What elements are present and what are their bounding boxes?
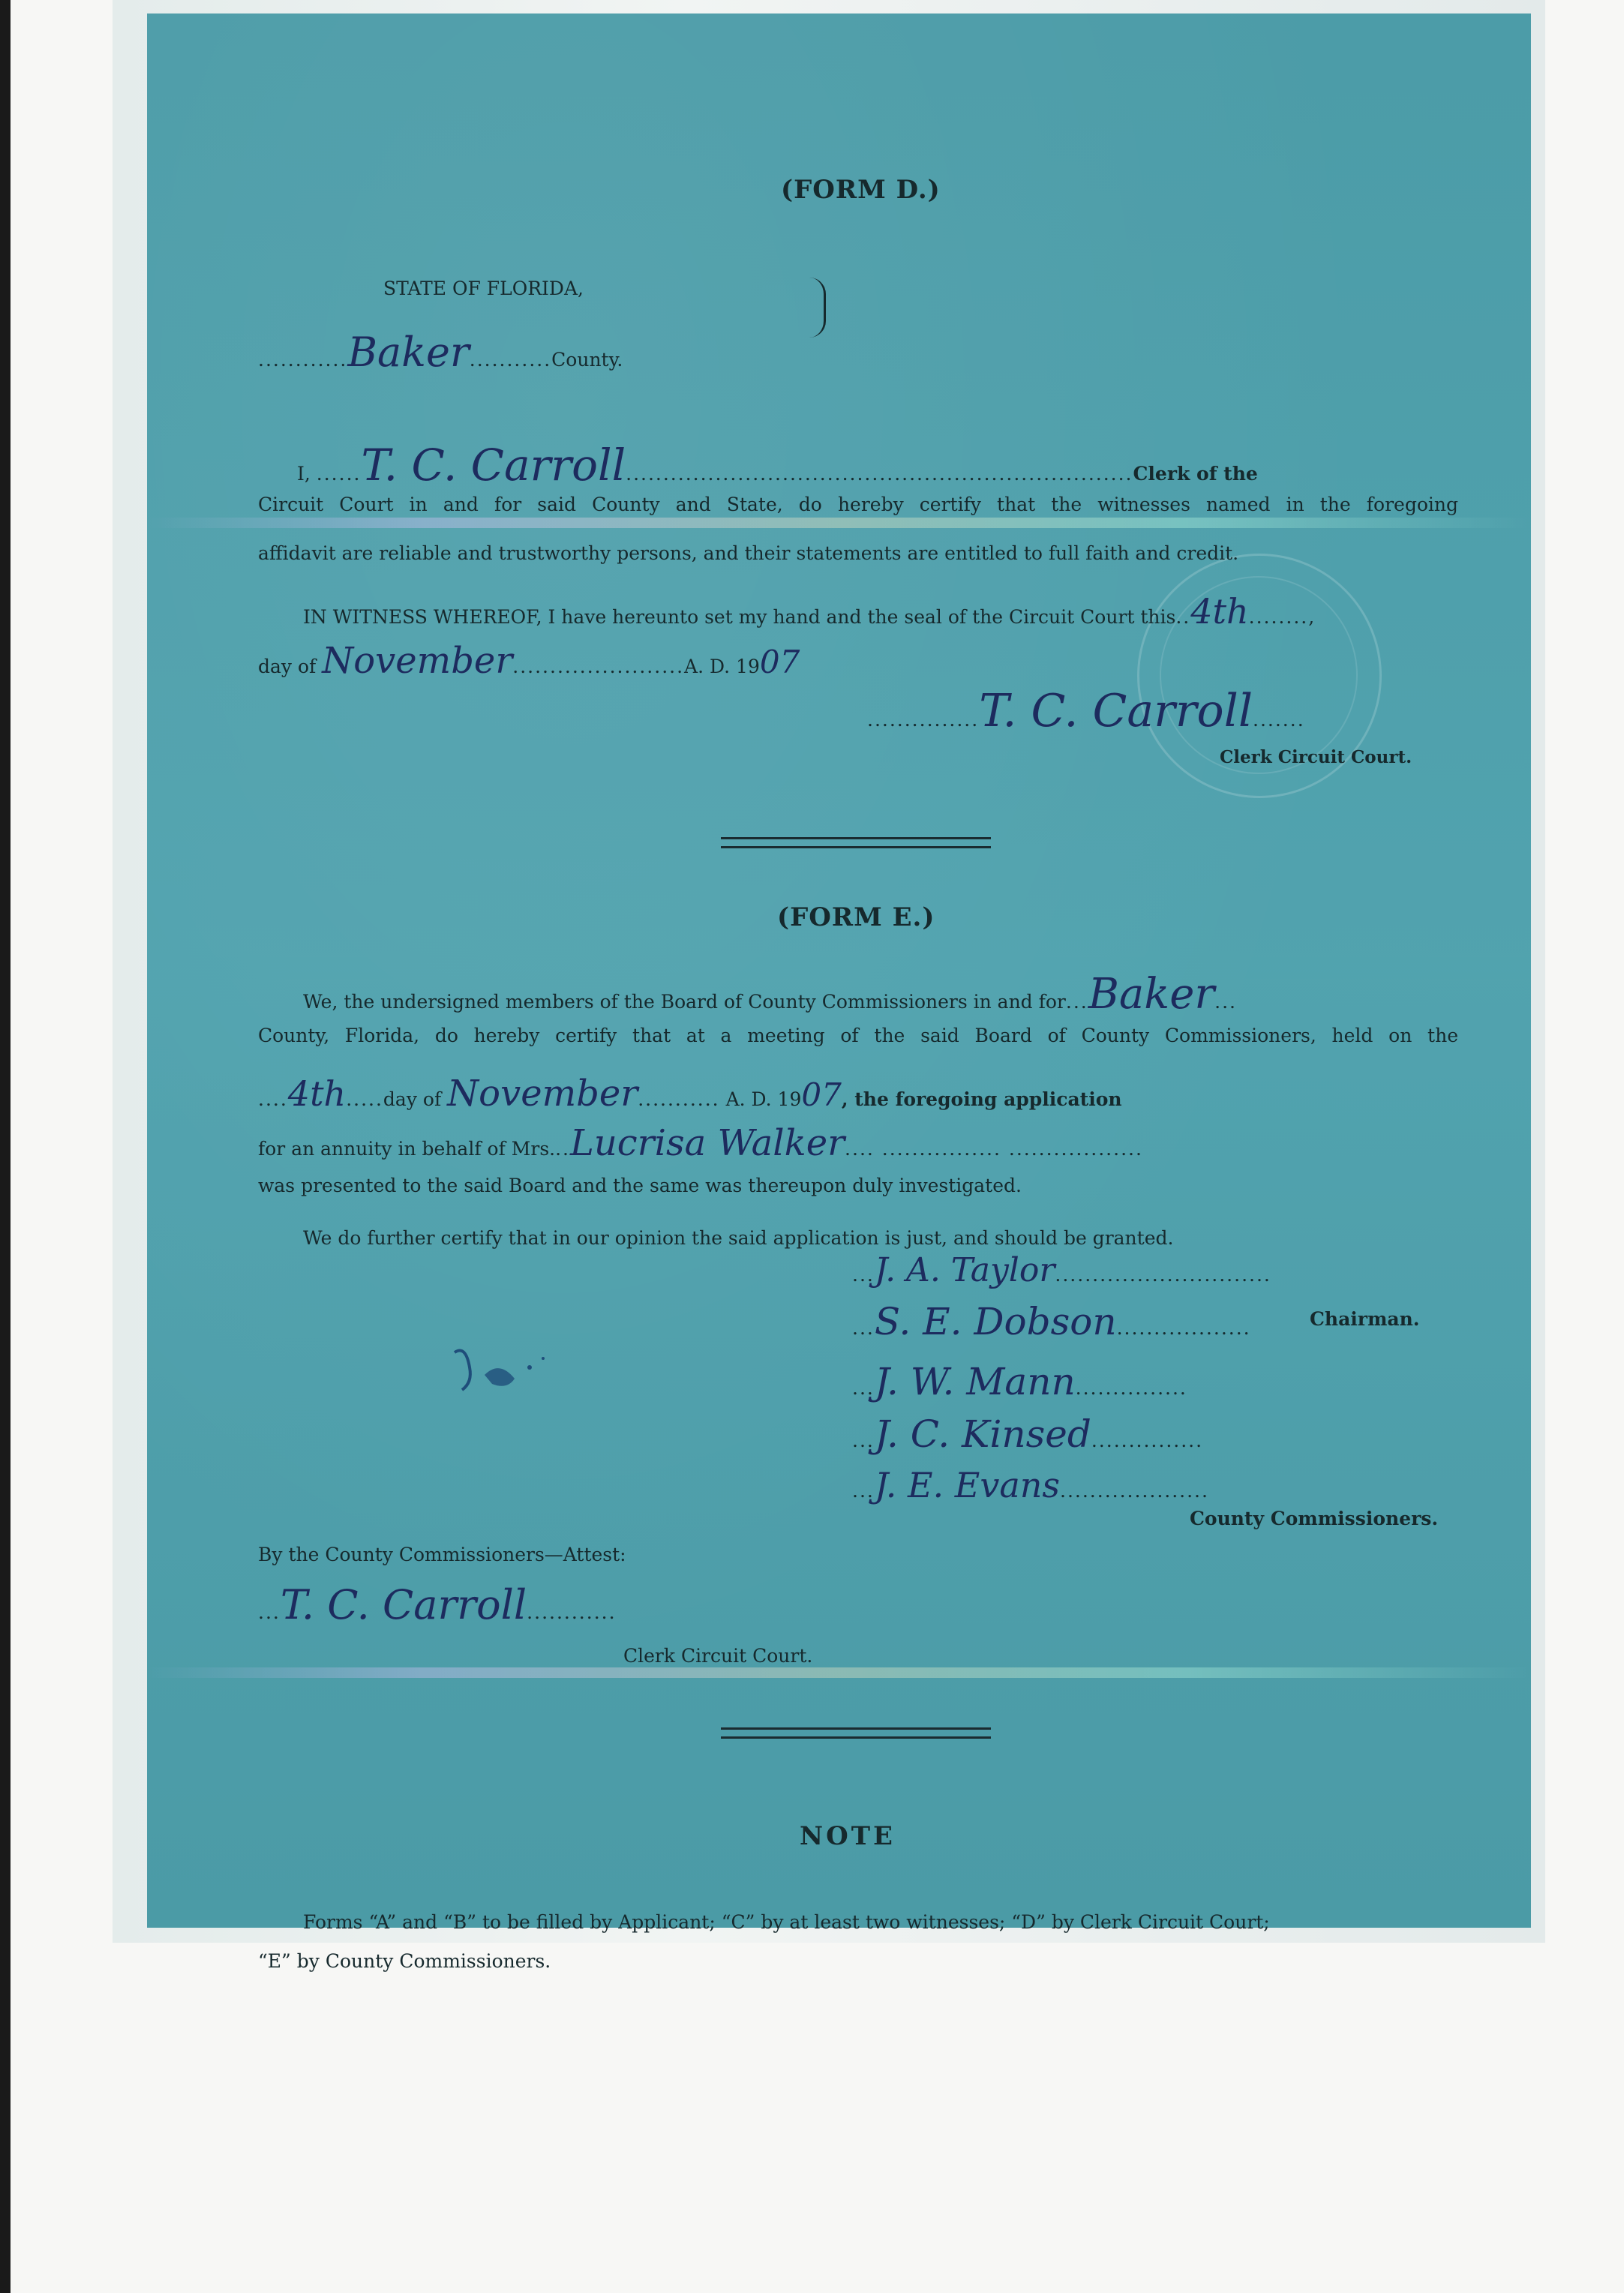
annuity-text: for an annuity in behalf of Mrs. (258, 1138, 556, 1160)
form-e-line-6: We do further certify that in our opinion the said application is just, and should be granted. (303, 1227, 1174, 1249)
form-e-line-3-end: , the foregoing application (841, 1088, 1122, 1110)
attest-title: Clerk Circuit Court. (623, 1645, 813, 1667)
form-d-body-line-3: affidavit are reliable and trustworthy persons, and their statements are entitled to full faith and credit. (258, 542, 1239, 564)
form-e-line-1: We, the undersigned members of the Board of County Commissioners in and for...Baker... (303, 970, 1237, 1019)
ink-blot (447, 1337, 552, 1397)
form-e-ad-label: A. D. 19 (725, 1088, 802, 1110)
signature-line-2: ...S. E. Dobson.................. (852, 1300, 1251, 1343)
witness-text: IN WITNESS WHEREOF, I have hereunto set my hand and the seal of the Circuit Court this (303, 606, 1176, 628)
form-e-line-4: for an annuity in behalf of Mrs...Lucrisa Walker.... ................ .................. (258, 1122, 1143, 1164)
form-e-county: Baker (1088, 970, 1215, 1019)
chairman-label: Chairman. (1310, 1308, 1420, 1330)
commissioner-signature-4: J. C. Kinsed (874, 1412, 1091, 1456)
form-e-day: 4th (287, 1073, 347, 1114)
commissioner-signature-2: S. E. Dobson (874, 1300, 1117, 1343)
county-line: ............Baker...........County. (258, 329, 623, 376)
commissioners-label: County Commissioners. (1190, 1508, 1439, 1529)
signature-line-3: ...J. W. Mann............... (852, 1360, 1187, 1403)
clerk-intro-line: I, ......T. C. Carroll....................................................................Clerk of the (297, 440, 1258, 491)
scan-edge (0, 0, 11, 2293)
intro-text: I, (297, 463, 311, 485)
signature-line-5: ...J. E. Evans.................... (852, 1465, 1209, 1505)
form-e-line-2: County, Florida, do hereby certify that at a meeting of the said Board of County Commissioners, held on the (258, 1025, 1458, 1046)
witness-day: 4th (1190, 591, 1249, 632)
form-e-line-1-text: We, the undersigned members of the Board of County Commissioners in and for (303, 991, 1066, 1013)
day-of-line: day of November.......................A. D. 1907 (258, 640, 800, 682)
form-e-year: 07 (801, 1076, 842, 1113)
signature-line-4: ...J. C. Kinsed............... (852, 1412, 1204, 1456)
note-line-2: “E” by County Commissioners. (258, 1950, 551, 1972)
fold-line (147, 1667, 1531, 1678)
divider (721, 1736, 991, 1739)
month-value: November (322, 640, 513, 682)
applicant-name: Lucrisa Walker (570, 1122, 845, 1164)
clerk-signature: T. C. Carroll (979, 685, 1253, 737)
state-label: STATE OF FLORIDA, (383, 278, 584, 299)
year-value: 07 (759, 644, 800, 680)
commissioner-signature-5: J. E. Evans (874, 1465, 1061, 1505)
attest-label: By the County Commissioners—Attest: (258, 1544, 626, 1565)
form-e-line-5: was presented to the said Board and the same was thereupon duly investigated. (258, 1175, 1022, 1196)
divider (721, 837, 991, 839)
attest-signature: T. C. Carroll (280, 1581, 527, 1628)
commissioner-signature-3: J. W. Mann (874, 1360, 1076, 1403)
county-value: Baker (347, 329, 470, 376)
clerk-title: Clerk Circuit Court. (1220, 747, 1412, 767)
fold-line (147, 518, 1531, 528)
brace (807, 278, 826, 338)
form-e-line-3: ....4th.....day of November........... A. D. 1907, the foregoing application (258, 1073, 1122, 1115)
signature-line-1: ...J. A. Taylor............................. (852, 1251, 1271, 1289)
note-line-1: Forms “A” and “B” to be filled by Applicant; “C” by at least two witnesses; “D” by Clerk Circuit Court; (303, 1911, 1270, 1933)
form-d-body-line-2: Circuit Court in and for said County and State, do hereby certify that the witnesses named in the foregoing (258, 494, 1458, 515)
attest-signature-line: ...T. C. Carroll............ (258, 1581, 617, 1628)
ad-label: A. D. 19 (684, 656, 760, 677)
clerk-of-the: Clerk of the (1133, 463, 1258, 485)
divider (721, 1727, 991, 1730)
day-of-label: day of (258, 656, 317, 677)
divider (721, 846, 991, 848)
form-e-title: (FORM E.) (777, 902, 935, 932)
form-d-title: (FORM D.) (781, 175, 941, 205)
form-e-month: November (447, 1073, 638, 1115)
county-label: County. (551, 349, 623, 371)
document-page (147, 14, 1531, 1933)
clerk-signature-line: ...............T. C. Carroll....... (867, 685, 1305, 737)
form-e-day-of: day of (383, 1088, 442, 1110)
note-title: NOTE (800, 1821, 896, 1851)
witness-line: IN WITNESS WHEREOF, I have hereunto set my hand and the seal of the Circuit Court this..4th........, (303, 591, 1316, 632)
clerk-name: T. C. Carroll (361, 440, 626, 491)
commissioner-signature-1: J. A. Taylor (874, 1251, 1055, 1289)
